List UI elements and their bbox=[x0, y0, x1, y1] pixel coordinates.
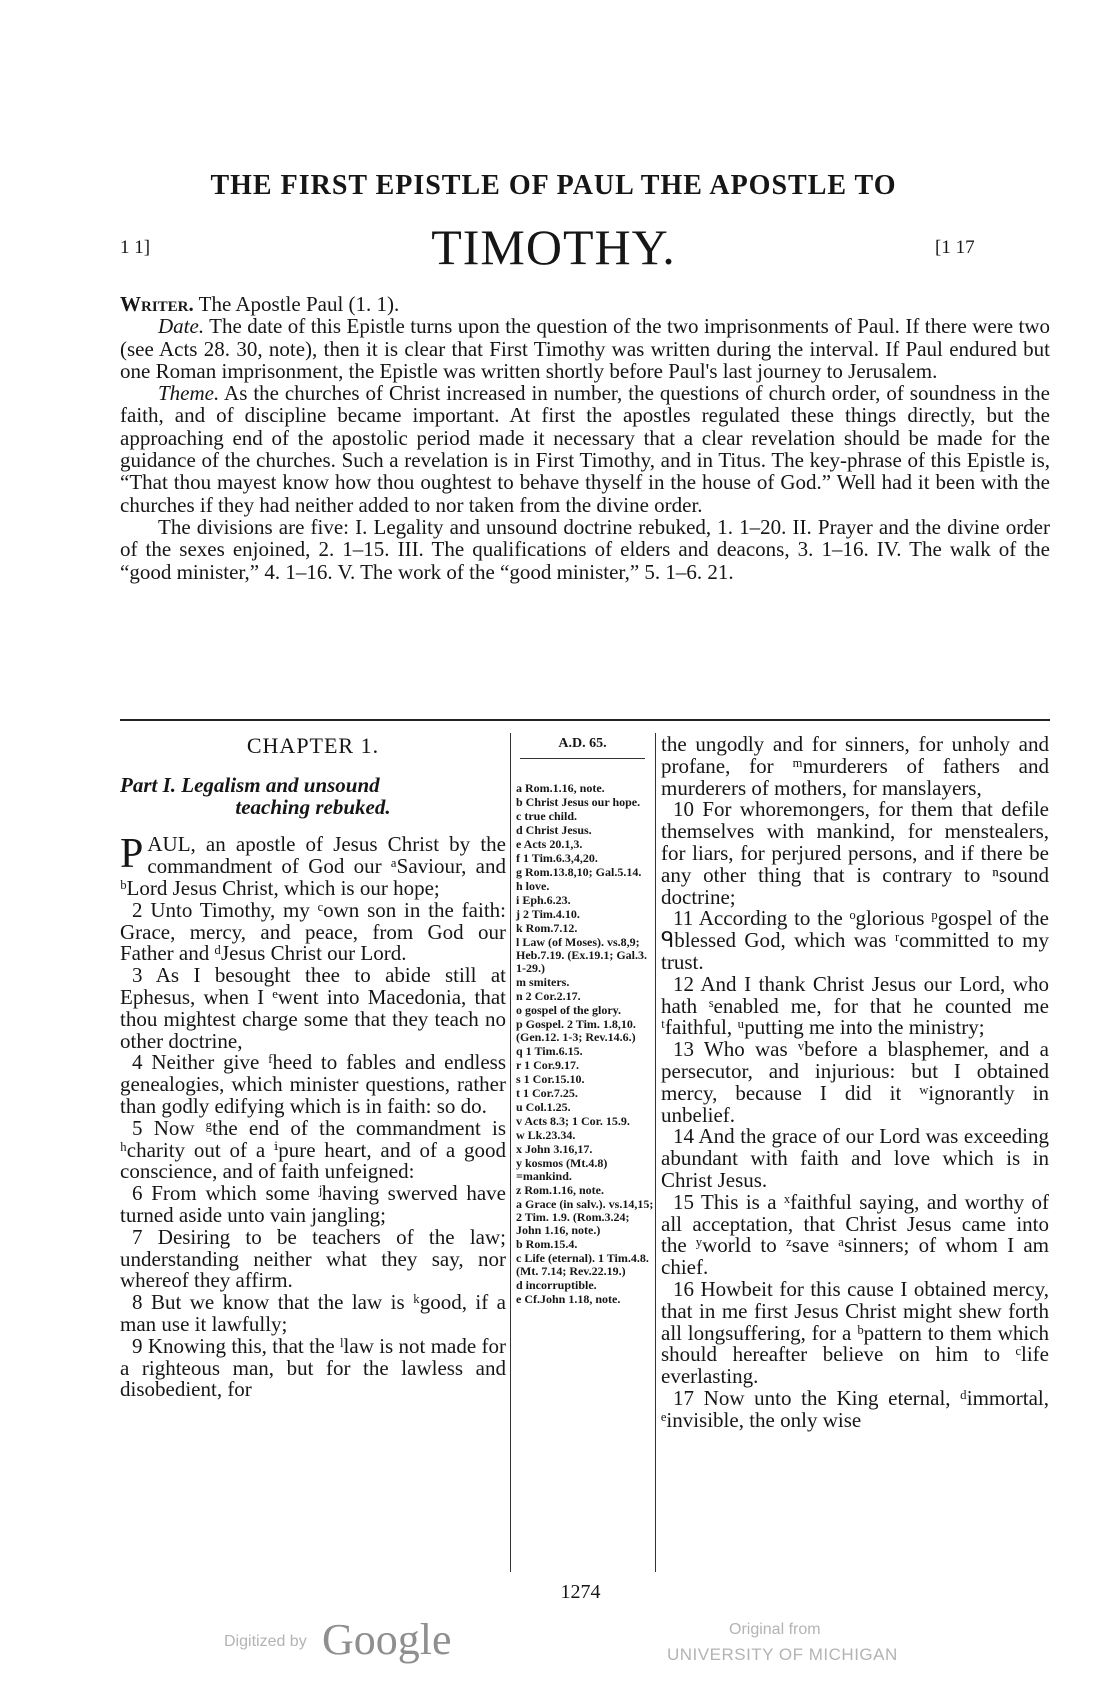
margin-note: g Rom.13.8,10; Gal.5.14. bbox=[516, 865, 642, 879]
page-number: 1274 bbox=[560, 1581, 601, 1603]
margin-note: j 2 Tim.4.10. bbox=[516, 907, 580, 921]
part-heading: Part I. Legalism and unsound bbox=[120, 772, 380, 797]
book-title: TIMOTHY. bbox=[431, 219, 676, 275]
verse: 10 For whoremongers, for them that defile themselves with mankind, for menstealers, for liars, for perjured persons, and if there be any other thing that is contrary to ⁿsound doctrine; bbox=[661, 797, 1049, 909]
margin-note: e Acts 20.1,3. bbox=[516, 837, 583, 851]
university-label: UNIVERSITY OF MICHIGAN bbox=[667, 1645, 898, 1664]
introduction bbox=[120, 293, 1050, 583]
margin-note: k Rom.7.12. bbox=[516, 921, 578, 935]
verse: 6 From which some ʲhaving swerved have turned aside unto vain jangling; bbox=[120, 1181, 506, 1227]
verse: 2 Unto Timothy, my ᶜown son in the faith: Grace, mercy, and peace, from God our Father and ᵈJesus Christ our Lord. bbox=[120, 897, 506, 966]
verse: 17 Now unto the King eternal, ᵈimmortal, ᵉinvisible, the only wise bbox=[661, 1385, 1049, 1432]
verse: 16 Howbeit for this cause I obtained mercy, that in me first Jesus Christ might shew forth all longsuffering, for a ᵇpattern to them which should hereafter believe on him to ᶜlife everlasting. bbox=[661, 1276, 1049, 1389]
section-divider bbox=[120, 719, 1050, 721]
margin-note: v Acts 8.3; 1 Cor. 15.9. bbox=[516, 1114, 630, 1128]
margin-note: f 1 Tim.6.3,4,20. bbox=[516, 851, 598, 865]
verse: 9 Knowing this, that the ˡlaw is not made for a righteous man, but for the lawless and disobedient, for bbox=[120, 1333, 506, 1402]
margin-date-rule bbox=[520, 758, 645, 759]
theme-text: As the churches of Christ increased in number, the questions of church order, of soundness in the faith, and of discipline became important. At first the apostles regulated these things directly, but the approaching end of the apostolic period made it necessary that a clear revelation should be made for the guidance of the churches. Such a revelation is in First Timothy, and in Titus. The key-phrase of this Epistle is, “That thou mayest know how thou oughtest to behave thyself in the house of God.” Well had it been with the churches if they had neither added to nor taken from the divine order. bbox=[120, 381, 1050, 517]
margin-note: m smiters. bbox=[516, 975, 570, 989]
margin-note: b Rom.15.4. bbox=[516, 1237, 578, 1251]
margin-note: a Grace (in salv.). vs.14,15; 2 Tim. 1.9. (Rom.3.24; John 1.16, note.) bbox=[516, 1197, 654, 1237]
margin-note: d Christ Jesus. bbox=[516, 823, 592, 837]
verse: 13 Who was ᵛbefore a blasphemer, and a persecutor, and injurious: but I obtained mercy, because I did it ʷignorantly in unbelief. bbox=[661, 1037, 1049, 1127]
digitized-by-label: Digitized by bbox=[224, 1633, 307, 1650]
margin-note: p Gospel. 2 Tim. 1.8,10. (Gen.12. 1-3; Rev.14.6.) bbox=[516, 1017, 636, 1044]
margin-note: u Col.1.25. bbox=[516, 1100, 571, 1114]
margin-note: c true child. bbox=[516, 809, 577, 823]
margin-note: y kosmos (Mt.4.8) =mankind. bbox=[516, 1156, 608, 1183]
margin-note: t 1 Cor.7.25. bbox=[516, 1086, 578, 1100]
margin-note: e Cf.John 1.18, note. bbox=[516, 1292, 621, 1306]
verse: the ungodly and for sinners, for unholy and profane, for ᵐmurderers of fathers and murderers of mothers, for manslayers, bbox=[661, 732, 1049, 800]
verse: 4 Neither give ᶠheed to fables and endless genealogies, which minister questions, rather than godly edifying which is in faith: so do. bbox=[120, 1050, 506, 1118]
margin-note: s 1 Cor.15.10. bbox=[516, 1072, 585, 1086]
verse: 8 But we know that the law is ᵏgood, if a man use it lawfully; bbox=[120, 1290, 506, 1336]
margin-note: x John 3.16,17. bbox=[516, 1142, 593, 1156]
page-reference-left: 1 1] bbox=[120, 237, 151, 258]
book-supertitle: THE FIRST EPISTLE OF PAUL THE APOSTLE TO bbox=[210, 170, 897, 201]
left-text-column bbox=[120, 735, 506, 1401]
right-text-column bbox=[661, 734, 1049, 1432]
theme-label: Theme. bbox=[158, 381, 220, 406]
verse: 5 Now ᵍthe end of the commandment is ʰcharity out of a ⁱpure heart, and of a good conscience, and of faith unfeigned: bbox=[120, 1115, 506, 1184]
writer-label: Writer. bbox=[120, 292, 194, 316]
margin-note: c Life (eternal). 1 Tim.4.8. (Mt. 7.14; Rev.22.19.) bbox=[516, 1251, 649, 1278]
part-heading-continued: teaching rebuked. bbox=[235, 794, 391, 819]
page-reference-right: [1 17 bbox=[935, 237, 975, 258]
margin-note: o gospel of the glory. bbox=[516, 1003, 621, 1017]
verse: 12 And I thank Christ Jesus our Lord, who hath ˢenabled me, for that he counted me ᵗfaithful, ᵘputting me into the ministry; bbox=[661, 971, 1049, 1040]
verse: PAUL, an apostle of Jesus Christ by the commandment of God our ᵃSaviour, and ᵇLord Jesus Christ, which is our hope; bbox=[120, 831, 506, 900]
margin-note: n 2 Cor.2.17. bbox=[516, 989, 581, 1003]
verse: 14 And the grace of our Lord was exceeding abundant with faith and love which is in Christ Jesus. bbox=[661, 1124, 1049, 1192]
column-divider bbox=[510, 733, 511, 1572]
margin-note: q 1 Tim.6.15. bbox=[516, 1044, 583, 1058]
margin-note: r 1 Cor.9.17. bbox=[516, 1058, 579, 1072]
date-label: Date. bbox=[158, 314, 205, 339]
writer-paragraph bbox=[120, 293, 1050, 315]
margin-note: w Lk.23.34. bbox=[516, 1128, 576, 1142]
divisions-paragraph: The divisions are five: I. Legality and unsound doctrine rebuked, 1. 1–20. II. Prayer and the divine order of the sexes enjoined, 2. 1–15. III. The qualifications of elders and deacons, 3. 1–16. IV. The walk of the “good minister,” 4. 1–16. V. The work of the “good minister,” 5. 1–6. 21. bbox=[120, 514, 1050, 584]
writer-text: The Apostle Paul (1. 1). bbox=[198, 292, 400, 316]
margin-note: l Law (of Moses). vs.8,9; Heb.7.19. (Ex.19.1; Gal.3. 1-29.) bbox=[516, 935, 647, 975]
theme-paragraph bbox=[120, 382, 1050, 516]
verse: 7 Desiring to be teachers of the law; understanding neither what they say, nor whereof they affirm. bbox=[120, 1224, 506, 1293]
verse: 11 According to the ᵒglorious ᵖgospel of the ᑫblessed God, which was ʳcommitted to my trust. bbox=[661, 906, 1049, 974]
margin-note: d incorruptible. bbox=[516, 1278, 597, 1292]
margin-note: h love. bbox=[516, 879, 550, 893]
margin-note: z Rom.1.16, note. bbox=[516, 1183, 604, 1197]
margin-note: a Rom.1.16, note. bbox=[516, 781, 605, 795]
original-from-label: Original from bbox=[729, 1621, 821, 1638]
date-paragraph bbox=[120, 315, 1050, 382]
verse: 15 This is a ˣfaithful saying, and worthy of all acceptation, that Christ Jesus came into the ʸworld to ᶻsave ᵃsinners; of whom I am chief. bbox=[661, 1189, 1049, 1280]
date-text: The date of this Epistle turns upon the question of the two imprisonments of Paul. If there were two (see Acts 28. 30, note), then it is clear that First Timothy was written during the interval. If Paul endured but one Roman imprisonment, the Epistle was written shortly before Paul's last journey to Jerusalem. bbox=[120, 314, 1050, 383]
margin-date: A.D. 65. bbox=[558, 736, 607, 751]
margin-note: i Eph.6.23. bbox=[516, 893, 571, 907]
margin-note: b Christ Jesus our hope. bbox=[516, 795, 641, 809]
chapter-heading: CHAPTER 1. bbox=[246, 733, 380, 758]
google-logo: Google bbox=[322, 1615, 452, 1664]
verse: 3 As I besought thee to abide still at Ephesus, when I ᵉwent into Macedonia, that thou mightest charge some that they teach no other doctrine, bbox=[120, 963, 506, 1053]
margin-references bbox=[516, 782, 656, 1307]
